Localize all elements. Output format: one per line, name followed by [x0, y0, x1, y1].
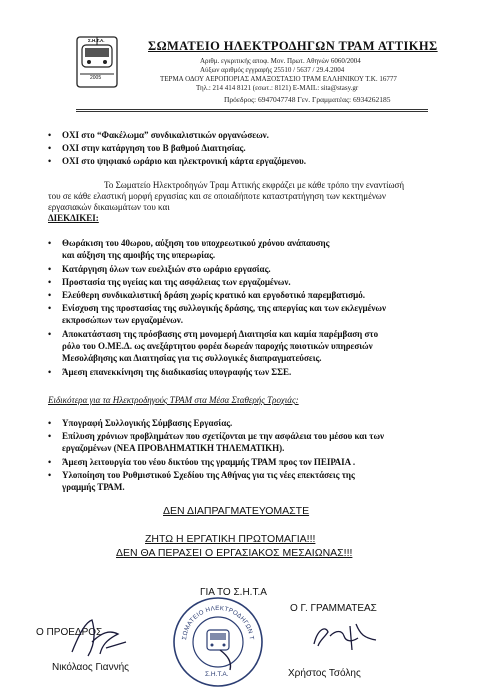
tram-item: • Άμεση λειτουργία του νέου δικτύου της γραμμής ΤΡΑΜ προς τον ΠΕΙΡΑΙΑ .	[62, 458, 355, 467]
tram-item-cont: εργαζομένων (ΝΕΑ ΠΡΟΒΛΗΜΑΤΙΚΗ ΤΗΛΕΜΑΤΙΚΗ).	[62, 443, 285, 453]
union-stamp-seal-icon	[172, 596, 264, 688]
intro-line: του σε κάθε ελαστική μορφή εργασίας και σε οποιαδήποτε καταστρατήγηση των κεκτημένων	[48, 191, 386, 201]
slogan-middle-ages: ΔΕΝ ΘΑ ΠΕΡΑΣΕΙ Ο ΕΡΓΑΣΙΑΚΟΣ ΜΕΣΑΙΩΝΑΣ!!!	[116, 547, 353, 559]
demand-item: • Αποκατάσταση της πρόσβασης στη μονομερή Διαιτησία και καμία παρέμβαση στο	[62, 330, 378, 339]
demand-item: • Κατάργηση όλων των ευελιξιών στο ωράριο εργασίας.	[62, 265, 271, 274]
president-signature	[66, 612, 136, 662]
opening-bullet: • ΟΧΙ στο ψηφιακό ωράριο και ηλεκτρονική κάρτα εργαζόμενου.	[62, 157, 306, 166]
demand-item: • Ενίσχυση της προστασίας της συλλογικής δράσης, της απεργίας και των εκλεγμένων	[62, 304, 386, 313]
tram-item-cont: γραμμής ΤΡΑΜ.	[62, 482, 125, 492]
demand-item-cont: Μεσολάβησης και Διαιτησίας για τις συλλογικές διαπραγματεύσεις.	[62, 353, 322, 363]
demand-item: • Προστασία της υγείας και της ασφάλειας των εργαζομένων.	[62, 278, 291, 287]
tram-item: • Επίλυση χρόνιων προβλημάτων που σχετίζονται με την ασφάλεια του μέσου και των	[62, 432, 384, 441]
address: ΤΕΡΜΑ ΟΔΟΥ ΑΕΡΟΠΟΡΙΑΣ ΑΜΑΞΟΣΤΑΣΙΟ ΤΡΑΜ ΕΛΛΗΝΙΚΟΥ Τ.Κ. 16777	[160, 75, 397, 83]
demand-item-cont: και αύξηση της αμοιβής της υπερωρίας.	[62, 250, 216, 260]
officers-phones: Πρόεδρος: 6947047748 Γεν. Γραμματέας: 6934262185	[224, 95, 391, 104]
demand-item-cont: εκπροσώπων των εργαζομένων.	[62, 315, 183, 325]
opening-bullet: • ΟΧΙ στο “Φακέλωμα” συνδικαλιστικών οργανώσεων.	[62, 131, 269, 140]
registration-line-2: Αύξων αριθμός εγγραφής 25510 / 5637 / 29.4.2004	[200, 66, 345, 74]
tram-item: • Υλοποίηση του Ρυθμιστικού Σχεδίου της Αθήνας για τις νέες επεκτάσεις της	[62, 471, 355, 480]
tram-item: • Υπογραφή Συλλογικής Σύμβασης Εργασίας.	[62, 419, 232, 428]
stamp-ring-text: ΣΩΜΑΤΕΙΟ ΗΛΕΚΤΡΟΔΗΓΩΝ Τ	[181, 604, 255, 641]
header-divider-2	[76, 111, 428, 112]
demand-item: • Θωράκιση του 40ωρου, αύξηση του υποχρεωτικού χρόνου ανάπαυσης	[62, 239, 329, 248]
secretary-signature	[306, 616, 386, 656]
secretary-name: Χρήστος Τσόλης	[288, 668, 361, 679]
for-union-label: ΓΙΑ ΤΟ Σ.Η.Τ.Α	[200, 587, 267, 598]
union-stamp	[172, 596, 264, 688]
logo-year: 2005	[90, 75, 102, 81]
header-divider	[76, 109, 428, 110]
phone-email-line: Τηλ.: 214 414 8121 (εσωτ.: 8121) E-MAIL: sita@stasy.gr	[196, 84, 359, 92]
intro-line: Το Σωματείο Ηλεκτροδηγών Τραμ Αττικής εκφράζει με κάθε τρόπο την εναντίωσή	[104, 180, 405, 190]
union-logo	[76, 36, 118, 88]
slogan-no-negotiation: ΔΕΝ ΔΙΑΠΡΑΓΜΑΤΕΥΟΜΑΣΤΕ	[163, 505, 310, 517]
president-name: Νικόλαος Γιαννής	[52, 662, 129, 673]
secretary-title: Ο Γ. ΓΡΑΜΜΑΤΕΑΣ	[290, 603, 377, 614]
tram-heading: Ειδικότερα για τα Ηλεκτροδηγούς ΤΡΑΜ στα Μέσα Σταθερής Τροχιάς:	[48, 395, 299, 405]
president-title: Ο ΠΡΟΕΔΡΟΣ	[36, 627, 103, 638]
demand-item: • Άμεση επανεκκίνηση της διαδικασίας υπογραφής των ΣΣΕ.	[62, 368, 291, 377]
demand-item: • Ελεύθερη συνδικαλιστική δράση χωρίς κρατικό και εργοδοτικό παρεμβατισμό.	[62, 291, 365, 300]
slogan-may-day: ΖΗΤΩ Η ΕΡΓΑΤΙΚΗ ΠΡΩΤΟΜΑΓΙΑ!!!	[145, 533, 316, 545]
intro-line: εργασιακών δικαιωμάτων του και	[48, 202, 170, 212]
logo-text: Σ.Η.Τ.Α.	[88, 38, 105, 43]
opening-bullet: • ΟΧΙ στην κατάργηση του Β βαθμού Διαιτησίας.	[62, 144, 246, 153]
demand-item-cont: ρόλο του Ο.ΜΕ.Δ. ως ανεξάρτητου φορέα δωρεάν παροχής ποιοτικών υπηρεσιών	[62, 341, 373, 351]
registration-line-1: Αριθμ. εγκριτικής αποφ. Μον. Πρωτ. Αθηνών 6060/2004	[200, 57, 361, 65]
demands-heading: ΔΙΕΚΔΙΚΕΙ:	[48, 213, 99, 223]
stamp-bottom-text: Σ.Η.Τ.Α.	[205, 671, 229, 678]
union-name: ΣΩΜΑΤΕΙΟ ΗΛΕΚΤΡΟΔΗΓΩΝ ΤΡΑΜ ΑΤΤΙΚΗΣ	[148, 39, 438, 53]
